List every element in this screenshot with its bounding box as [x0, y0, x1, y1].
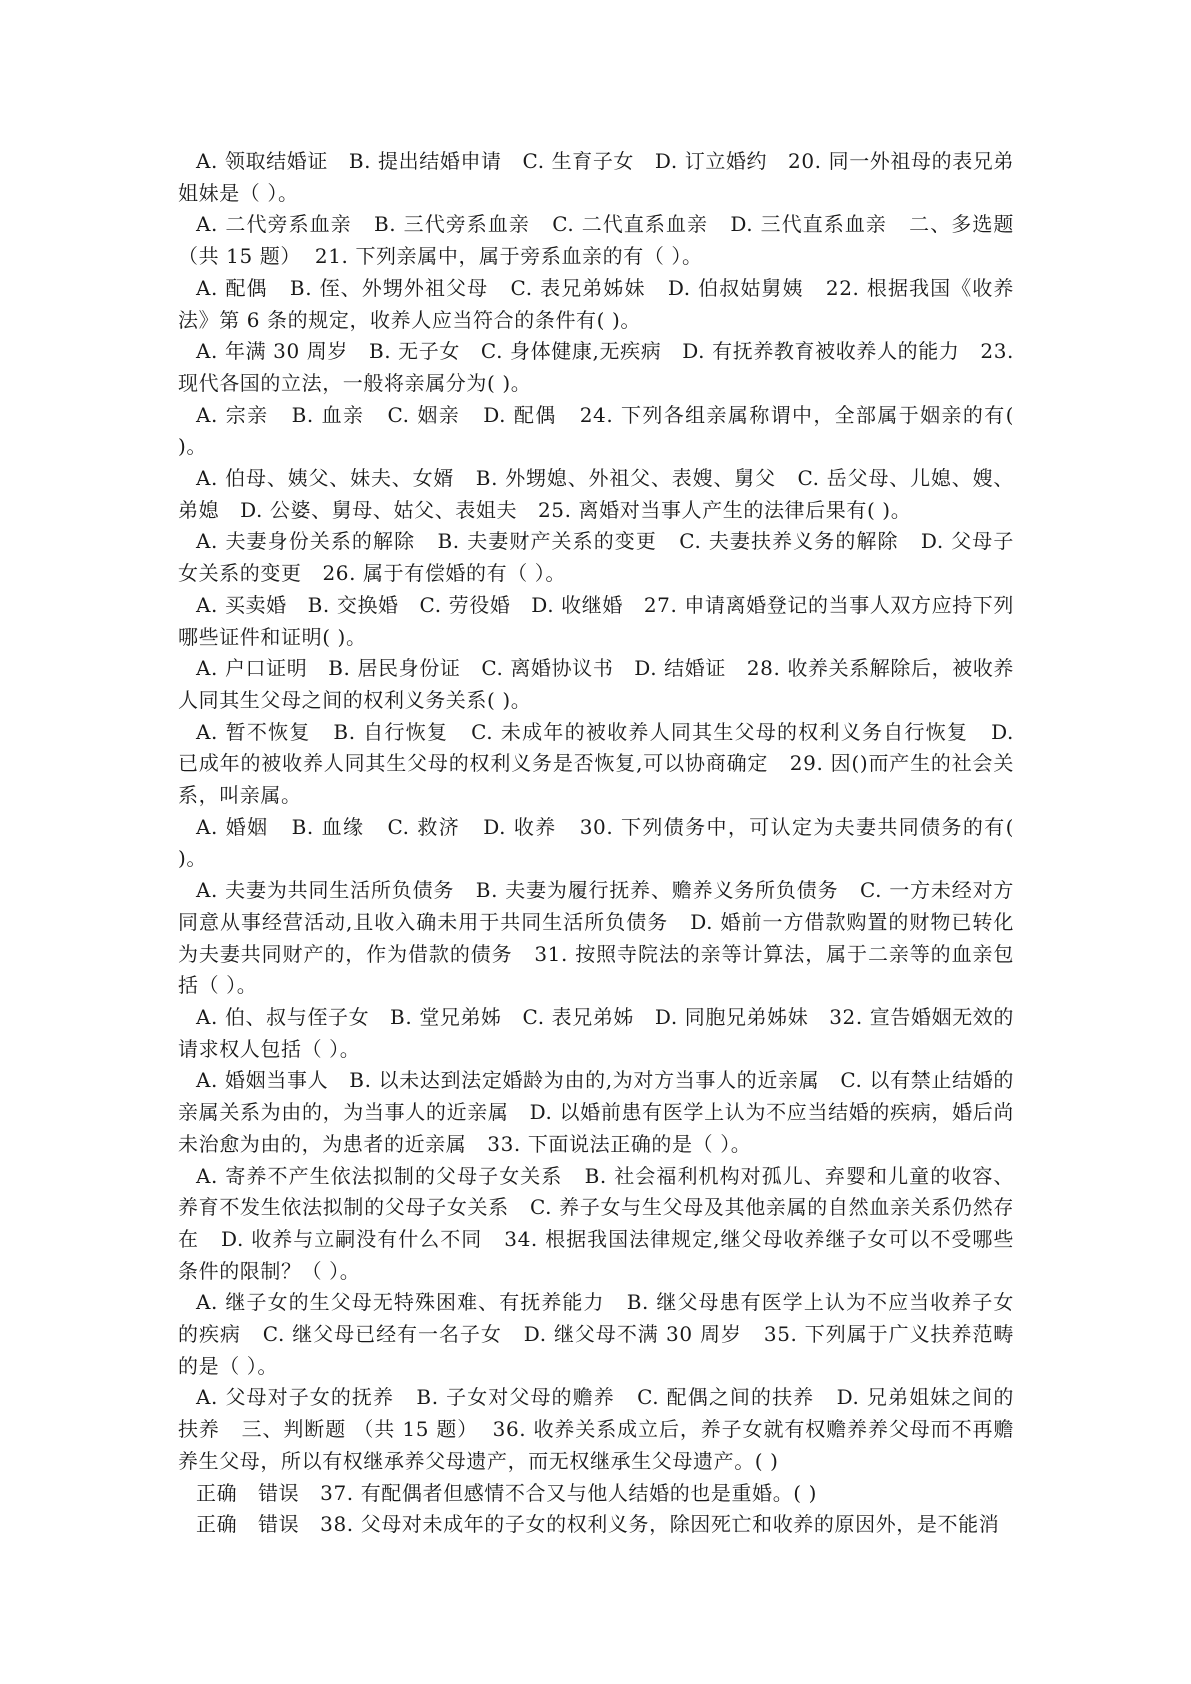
question-paragraph: A. 宗亲 B. 血亲 C. 姻亲 D. 配偶 24. 下列各组亲属称谓中，全部属于姻亲的有( )。 — [178, 402, 1021, 459]
question-paragraph: A. 户口证明 B. 居民身份证 C. 离婚协议书 D. 结婚证 28. 收养关系解除后，被收养人同其生父母之间的权利义务关系( )。 — [178, 656, 1014, 712]
question-paragraph: A. 父母对子女的抚养 B. 子女对父母的赡养 C. 配偶之间的扶养 D. 兄弟姐妹之间的扶养 三、判断题 （共 15 题） 36. 收养关系成立后，养子女就有权赡养养父母而不再赡养生父母，所以有权继承养父母遗产，而无权继承生父母遗产。( ) — [178, 1385, 1014, 1473]
question-paragraph: A. 婚姻 B. 血缘 C. 救济 D. 收养 30. 下列债务中，可认定为夫妻共同债务的有( )。 — [178, 814, 1021, 871]
question-paragraph: A. 配偶 B. 侄、外甥外祖父母 C. 表兄弟姊妹 D. 伯叔姑舅姨 22. 根据我国《收养法》第 6 条的规定，收养人应当符合的条件有( )。 — [178, 275, 1014, 332]
document-body — [178, 146, 1021, 1541]
question-paragraph: A. 伯母、姨父、妹夫、女婿 B. 外甥媳、外祖父、表嫂、舅父 C. 岳父母、儿媳、嫂、弟媳 D. 公婆、舅母、姑父、表姐夫 25. 离婚对当事人产生的法律后果有( )。 — [178, 466, 1014, 522]
question-paragraph: A. 继子女的生父母无特殊困难、有抚养能力 B. 继父母患有医学上认为不应当收养子女的疾病 C. 继父母已经有一名子女 D. 继父母不满 30 周岁 35. 下列属于广义扶养范畴的是（ ）。 — [178, 1290, 1014, 1378]
question-paragraph: A. 夫妻为共同生活所负债务 B. 夫妻为履行抚养、赡养义务所负债务 C. 一方未经对方同意从事经营活动,且收入确未用于共同生活所负债务 D. 婚前一方借款购置的财物已转化为夫妻共同财产的，作为借款的债务 31. 按照寺院法的亲等计算法，属于二亲等的血亲包括（ ）。 — [178, 878, 1014, 998]
question-paragraph: A. 夫妻身份关系的解除 B. 夫妻财产关系的变更 C. 夫妻扶养义务的解除 D. 父母子女关系的变更 26. 属于有偿婚的有（ ）。 — [178, 529, 1014, 586]
question-paragraph: A. 年满 30 周岁 B. 无子女 C. 身体健康,无疾病 D. 有抚养教育被收养人的能力 23. 现代各国的立法，一般将亲属分为( )。 — [178, 339, 1021, 395]
question-paragraph: A. 婚姻当事人 B. 以未达到法定婚龄为由的,为对方当事人的近亲属 C. 以有禁止结婚的亲属关系为由的，为当事人的近亲属 D. 以婚前患有医学上认为不应当结婚的疾病，婚后尚未治愈为由的，为患者的近亲属 33. 下面说法正确的是（ ）。 — [178, 1068, 1014, 1156]
question-paragraph: A. 买卖婚 B. 交换婚 C. 劳役婚 D. 收继婚 27. 申请离婚登记的当事人双方应持下列哪些证件和证明( )。 — [178, 592, 1014, 649]
question-paragraph: A. 二代旁系血亲 B. 三代旁系血亲 C. 二代直系血亲 D. 三代直系血亲 二、多选题（共 15 题） 21. 下列亲属中，属于旁系血亲的有（ ）。 — [178, 212, 1014, 269]
question-paragraph: A. 领取结婚证 B. 提出结婚申请 C. 生育子女 D. 订立婚约 20. 同一外祖母的表兄弟姐妹是（ ）。 — [178, 149, 1014, 205]
question-paragraph: A. 伯、叔与侄子女 B. 堂兄弟姊 C. 表兄弟姊 D. 同胞兄弟姊妹 32. 宣告婚姻无效的请求权人包括（ ）。 — [178, 1004, 1014, 1061]
question-paragraph: A. 寄养不产生依法拟制的父母子女关系 B. 社会福利机构对孤儿、弃婴和儿童的收容、养育不发生依法拟制的父母子女关系 C. 养子女与生父母及其他亲属的自然血亲关系仍然存在 D. 收养与立嗣没有什么不同 34. 根据我国法律规定,继父母收养继子女可以不受哪些条件的限制？（ ）。 — [178, 1163, 1014, 1283]
question-paragraph: 正确 错误 37. 有配偶者但感情不合又与他人结婚的也是重婚。( ) — [196, 1480, 818, 1505]
question-paragraph: 正确 错误 38. 父母对未成年的子女的权利义务，除因死亡和收养的原因外，是不能消 — [196, 1512, 1000, 1537]
question-paragraph: A. 暂不恢复 B. 自行恢复 C. 未成年的被收养人同其生父母的权利义务自行恢复 D. 已成年的被收养人同其生父母的权利义务是否恢复,可以协商确定 29. 因()而产生的社会关系，叫亲属。 — [178, 719, 1021, 808]
